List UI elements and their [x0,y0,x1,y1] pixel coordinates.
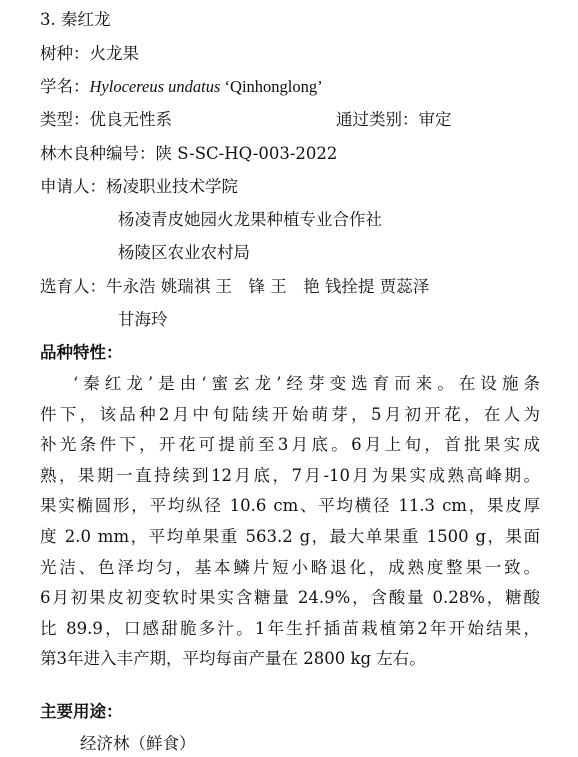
species-label: 树种： [40,44,90,63]
scientific-name-label: 学名： [40,77,90,96]
usage-value: 经济林（鲜食） [80,734,196,753]
breeders-label: 选育人： [40,277,106,296]
code-value: 陕 S-SC-HQ-003-2022 [155,144,338,163]
traits-line: 比 89.9，口感甜脆多汁。1年生扦插苗栽植第2年开始结果， [40,618,540,638]
traits-line: 熟，果期一直持续到12月底，7月-10月为果实成熟高峰期。 [40,465,540,485]
species-value: 火龙果 [89,44,139,63]
traits-line: 补光条件下，开花可提前至3月底。6月上旬，首批果实成 [40,435,540,455]
scientific-name-row [40,76,323,98]
pass-value: 审定 [418,110,452,129]
breeders-names-cont: 甘海玲 [118,310,168,329]
entry-heading: 3. 秦红龙 [40,10,111,29]
traits-line: 光洁、色泽均匀，基本鳞片短小略退化，成熟度整果一致。 [40,557,540,577]
traits-heading: 品种特性： [40,343,123,362]
type-label: 类型： [40,110,90,129]
traits-line: 果实椭圆形，平均纵径 10.6 cm、平均横径 11.3 cm，果皮厚 [40,496,540,516]
applicant-item: 杨凌职业技术学院 [106,177,238,196]
pass-category-row [336,109,452,131]
applicant-label: 申请人： [40,177,106,196]
traits-line: 度 2.0 mm，平均单果重 563.2 g，最大单果重 1500 g，果面 [40,526,540,546]
type-value: 优良无性系 [89,110,172,129]
species-row [40,43,139,65]
applicant-row [40,176,238,198]
latin-name: Hylocereus undatus [89,77,221,96]
pass-label: 通过类别： [336,110,419,129]
traits-line: ‘秦红龙’是由‘蜜玄龙’经芽变选育而来。在设施条 [73,374,540,393]
breeders-names: 牛永浩 姚瑞祺 王 锋 王 艳 钱拴提 贾蕊泽 [106,277,430,296]
applicant-item: 杨凌青皮她园火龙果种植专业合作社 [118,210,382,229]
traits-line: 第3年进入丰产期，平均每亩产量在 2800 kg 左右。 [40,649,426,669]
code-row [40,143,337,165]
cultivar-name: ‘Qinhonglong’ [220,77,323,96]
traits-paragraph [40,369,540,675]
breeders-row [40,276,429,298]
type-row [40,109,172,131]
code-label: 林木良种编号： [40,144,156,163]
traits-line: 件下，该品种2月中旬陆续开始萌芽，5月初开花，在人为 [40,404,540,424]
applicant-item: 杨陵区农业农村局 [118,243,250,262]
usage-heading: 主要用途： [40,702,123,721]
traits-line: 6月初果皮初变软时果实含糖量 24.9%，含酸量 0.28%，糖酸 [40,588,540,608]
